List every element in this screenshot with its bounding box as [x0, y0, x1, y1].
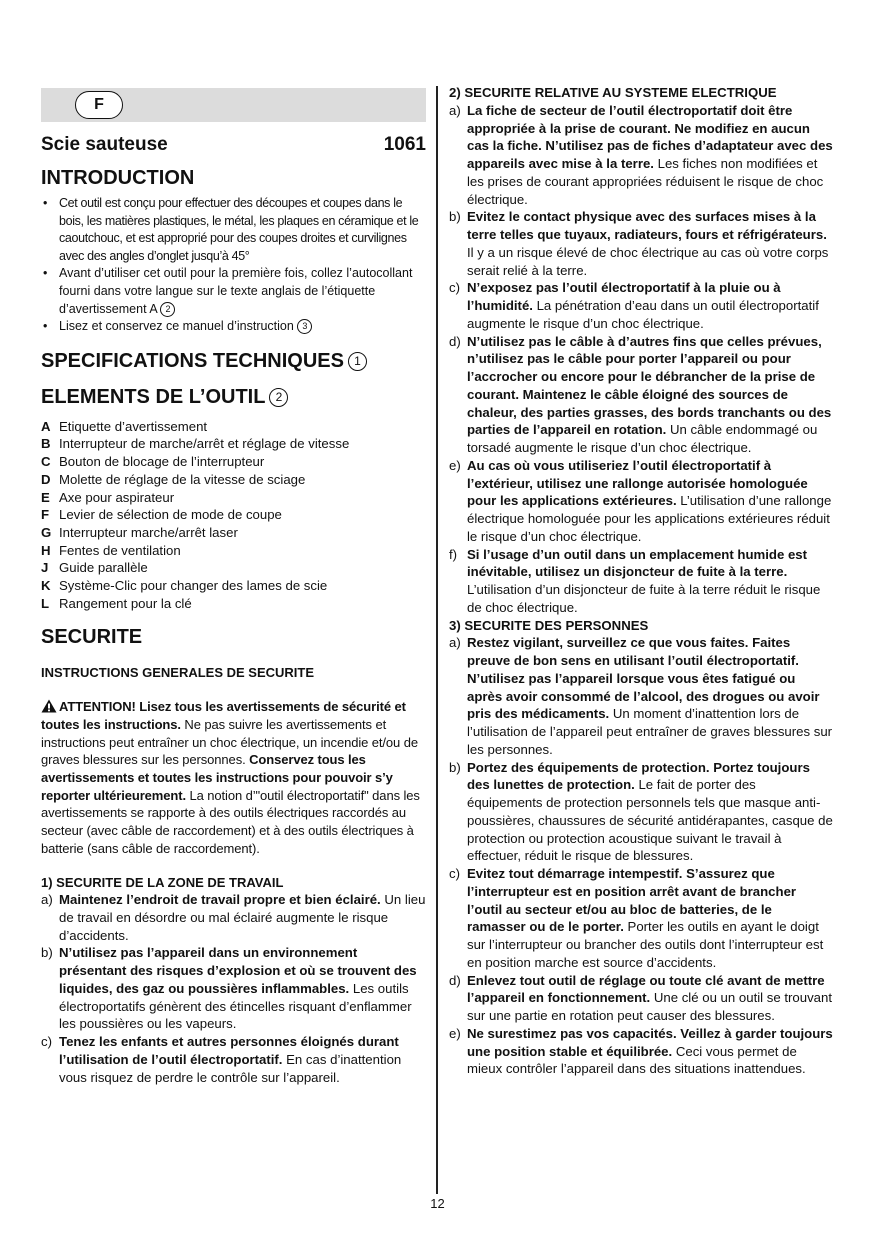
list-item: E Axe pour aspirateur	[41, 489, 175, 505]
zone-items	[41, 891, 426, 1086]
figure-ref: 2	[269, 388, 288, 407]
list-item: c) Tenez les enfants et autres personnes éloignés durant l’utilisation de l’outil électroportatif. En cas d’inattention vous risquez de perdre le contrôle sur l’appareil.	[41, 1034, 402, 1085]
language-badge: F	[75, 91, 123, 119]
list-item: J Guide parallèle	[41, 560, 148, 576]
figure-ref: 2	[160, 302, 175, 317]
list-item: e) Ne surestimez pas vos capacités. Veillez à garder toujours une position stable et équilibrée. Ceci vous permet de mieux contrôler l’appareil dans des situations inattendues.	[449, 1025, 833, 1077]
intro-bullets	[41, 195, 426, 336]
list-item: H Fentes de ventilation	[41, 542, 181, 558]
list-item: c) N’exposez pas l’outil électroportatif à la pluie ou à l’humidité. La pénétration d’eau dans un outil électroportatif augmente le risque d’un choc électrique.	[449, 280, 819, 331]
specs-heading: SPECIFICATIONS TECHNIQUES 1	[41, 348, 426, 374]
zone-heading: 1) SECURITE DE LA ZONE DE TRAVAIL	[41, 874, 284, 890]
list-item: b) Evitez le contact physique avec des surfaces mises à la terre telles que tuyaux, radiateurs, fours et réfrigérateurs. Il y a un risque élevé de choc électrique au cas où votre corps serait relié à la terre.	[449, 209, 829, 278]
parts-list	[41, 418, 426, 613]
column-divider	[436, 86, 438, 1194]
product-title-row	[41, 134, 426, 156]
intro-heading: INTRODUCTION	[41, 167, 195, 189]
list-item: a) Maintenez l’endroit de travail propre et bien éclairé. Un lieu de travail en désordre ou mal éclairé augmente le risque d’accidents.	[41, 892, 426, 943]
bullet-text: Avant d’utiliser cet outil pour la première fois, collez l’autocollant fourni dans votre langue sur le texte anglais de l’étiquette d’avertissement A	[59, 266, 413, 316]
list-item: • Avant d’utiliser cet outil pour la première fois, collez l’autocollant fourni dans votre langue sur le texte anglais de l’étiquette d’avertissement A 2	[43, 266, 413, 316]
page-number: 12	[430, 1196, 445, 1211]
securite-heading: SECURITE	[41, 626, 143, 649]
language-bar	[41, 88, 426, 122]
list-item: A Etiquette d’avertissement	[41, 418, 208, 434]
bullet-text: Cet outil est conçu pour effectuer des découpes et coupes dans le bois, les matières plastiques, le métal, les plaques en céramique et le caoutchouc, et est approprié pour des coupes droites et curvilignes avec des angles d’onglet jusqu’à 45°	[59, 196, 419, 263]
list-item: L Rangement pour la clé	[41, 595, 192, 611]
general-safety-heading: INSTRUCTIONS GENERALES DE SECURITE	[41, 665, 315, 681]
personal-items	[449, 634, 833, 1078]
list-item: a) Restez vigilant, surveillez ce que vous faites. Faites preuve de bon sens en utilisant l’outil électroportatif. N’utilisez pas l’appareil lorsque vous êtes fatigué ou après avoir consommé de l’alcool, des drogues ou avoir pris des médicaments. Un moment d’inattention lors de l’utilisation de l’appareil peut entraîner de graves blessures sur les personnes.	[449, 635, 833, 757]
list-item: D Molette de réglage de la vitesse de sciage	[41, 471, 306, 487]
product-name: Scie sauteuse	[41, 134, 168, 155]
list-item: d) Enlevez tout outil de réglage ou toute clé avant de mettre l’appareil en fonctionnement. Une clé ou un outil se trouvant sur une partie en rotation peut causer des blessures.	[449, 972, 832, 1023]
elements-heading: ELEMENTS DE L’OUTIL 2	[41, 384, 426, 410]
list-item: b) Portez des équipements de protection. Portez toujours des lunettes de protection. Le fait de porter des équipements de protection personnels tels que masque anti-poussières, chaussures de sécurité antidérapantes, casque de protection ou protection acoustique suivant le travail à effectuer, réduit le risque de blessures.	[449, 759, 833, 864]
list-item: B Interrupteur de marche/arrêt et réglage de vitesse	[41, 436, 350, 452]
list-item: • Lisez et conservez ce manuel d’instruction 3	[41, 318, 426, 336]
list-item: • Cet outil est conçu pour effectuer des découpes et coupes dans le bois, les matières plastiques, le métal, les plaques en céramique et le caoutchouc, et est approprié pour des coupes droites et curvilignes avec des angles d’onglet jusqu’à 45°	[43, 196, 419, 263]
figure-ref: 3	[297, 319, 312, 334]
list-item: d) N’utilisez pas le câble à d’autres fins que celles prévues, n’utilisez pas le câble pour porter l’appareil ou pour l’accrocher ou encore pour le débrancher de la prise de courant. Maintenez le câble éloigné des sources de chaleur, des parties grasses, des bords tranchants ou des parties de l’appareil en rotation. Un câble endommagé ou torsadé augmente le risque d’un choc électrique.	[449, 333, 832, 455]
list-item: K Système-Clic pour changer des lames de scie	[41, 578, 328, 594]
warning-paragraph: ATTENTION! Lisez tous les avertissements de sécurité et toutes les instructions. Ne pas suivre les avertissements et instructions peut entraîner un choc électrique, un incendie et/ou de graves blessures sur les personnes. Conservez tous les avertissements et toutes les instructions pour pouvoir s’y reporter ultérieurement. La notion d’"outil électroportatif" dans les avertissements se rapporte à des outils électriques raccordés au secteur (avec câble de raccordement) et à des outils électriques à batterie (sans câble de raccordement).	[41, 699, 420, 856]
list-item: a) La fiche de secteur de l’outil électroportatif doit être appropriée à la prise de courant. Ne modifiez en aucun cas la fiche. N’utilisez pas de fiches d’adaptateur avec des appareils avec mise à la terre. Les fiches non modifiées et les prises de courant appropriées réduisent le risque de choc électrique.	[449, 102, 833, 207]
right-column	[449, 84, 833, 1078]
bullet-text: Lisez et conservez ce manuel d’instruction	[59, 319, 294, 334]
list-item: e) Au cas où vous utiliseriez l’outil électroportatif à l’extérieur, utilisez une rallonge autorisée homologuée pour les applications extérieures. L’utilisation d’une rallonge électrique homologuée pour les applications extérieures réduit le risque d’un choc électrique.	[449, 457, 832, 544]
electric-heading: 2) SECURITE RELATIVE AU SYSTEME ELECTRIQUE	[449, 85, 777, 100]
model-number: 1061	[383, 134, 426, 155]
list-item: G Interrupteur marche/arrêt laser	[41, 524, 238, 540]
list-item: f) Si l’usage d’un outil dans un emplacement humide est inévitable, utilisez un disjoncteur de fuite à la terre. L’utilisation d’un disjoncteur de fuite à la terre réduit le risque de choc électrique.	[449, 546, 821, 615]
warning-triangle-icon	[41, 699, 57, 713]
electric-items	[449, 102, 833, 617]
list-item: b) N’utilisez pas l’appareil dans un environnement présentant des risques d’explosion et où se trouvent des liquides, des gaz ou poussières inflammables. Les outils électroportatifs génèrent des étincelles risquant d’enflammer les poussières ou les vapeurs.	[41, 945, 417, 1032]
personal-safety-heading: 3) SECURITE DES PERSONNES	[449, 617, 649, 633]
left-column	[41, 88, 426, 1086]
list-item: c) Evitez tout démarrage intempestif. S’assurez que l’interrupteur est en position arrêt avant de brancher l’outil au secteur et/ou au bloc de batteries, de le ramasser ou de le porter. Porter les outils en ayant le doigt sur l’interrupteur ou brancher des outils dont l’interrupteur est en position marche est source d’accidents.	[449, 866, 824, 970]
figure-ref: 1	[348, 352, 367, 371]
list-item: C Bouton de blocage de l’interrupteur	[41, 454, 265, 470]
list-item: F Levier de sélection de mode de coupe	[41, 507, 282, 523]
